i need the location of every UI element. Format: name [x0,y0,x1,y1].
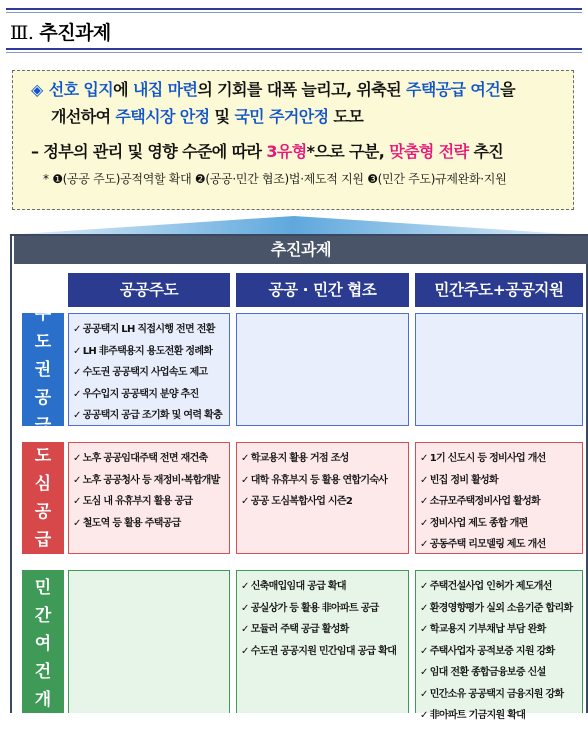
summary-line-2 [51,104,363,127]
row-label-char: 공 [34,502,52,522]
summary-phrase: 도모 [328,107,364,126]
diamond-bullet-icon: ◈ [31,80,43,99]
list-item: ✓ 모듈러 주택 공급 활성화 [241,619,404,641]
list-item: ✓ 공공 도심복합사업 시즌2 [241,491,404,513]
list-item: ✓ 주택건설사업 인허가 제도개선 [420,576,578,598]
row-label-capital-supply [22,303,64,436]
summary-phrase: 추진 [468,142,504,161]
cell-capital-public [68,313,230,426]
list-item: ✓ 1기 신도시 등 정비사업 개선 [420,448,578,470]
summary-phrase: 에 [113,80,133,99]
column-header-private: 민간주도+공공지원 [415,273,583,307]
list-item: ✓ 신축매입임대 공급 확대 [241,576,404,598]
row-label-private-conditions [22,570,64,738]
column-header-public-private: 공공 · 민간 협조 [236,273,409,307]
list-item: ✓ 대학 유휴부지 등 활용 연합기숙사 [241,470,404,492]
list-item: ✓ 노후 공공청사 등 재정비·복합개발 [73,470,225,492]
summary-phrase: 내집 마련 [132,80,198,99]
summary-phrase: 선호 입지 [48,80,114,99]
summary-footnote: * ❶(공공 주도)공적역할 확대 ❷(공공·민간 협조)법·제도적 지원 ❸(민간 주도)규제완화·지원 [43,172,507,186]
section-title-text: 추진과제 [39,22,111,44]
summary-phrase: 의 기회를 대폭 늘리고, 위축된 [197,80,406,99]
tasks-banner: 추진과제 [14,236,588,264]
list-item: ✓ 도심 내 유휴부지 활용 공급 [73,491,225,513]
row-label-char: 급 [34,530,52,550]
summary-phrase: 및 [209,107,235,126]
page-title [10,18,111,45]
header-top-thin-rule [6,12,582,13]
cell-private-public [68,570,230,713]
summary-phrase: *으로 구분, [306,142,390,161]
row-label-char: 민 [34,578,52,598]
row-label-char: 심 [34,474,52,494]
row-label-urban-supply [22,442,64,554]
list-item: ✓ 공동주택 리모델링 제도 개선 [420,534,578,556]
row-label-char: 수 [34,303,52,324]
cell-urban-public-private [236,442,409,554]
list-item: ✓ 공공택지 LH 직접시행 전면 전환 [73,319,225,341]
list-item: ✓ 학교용지 기부채납 부담 완화 [420,619,578,641]
summary-phrase: 을 [500,80,515,99]
column-header-public: 공공주도 [68,273,230,307]
summary-box [12,70,574,210]
cell-private-public-private [236,570,409,713]
upward-arrow-icon [0,214,588,234]
summary-line-3 [31,139,503,162]
summary-phrase: 국민 주거안정 [234,107,329,126]
row-label-char: 선 [34,718,52,738]
list-item: ✓ 민간소유 공공택지 금융지원 강화 [420,684,578,706]
list-item: ✓ 빈집 정비 활성화 [420,470,578,492]
row-label-char: 건 [34,662,52,682]
list-item: ✓ 수도권 공공택지 사업속도 제고 [73,362,225,384]
row-label-char: 도 [34,331,52,352]
header-bottom-rule [6,48,582,50]
list-item: ✓ 환경영향평가 실외 소음기준 합리화 [420,598,578,620]
summary-phrase: 주택시장 안정 [115,107,210,126]
list-item: ✓ 공공택지 공급 조기화 및 여력 확충 [73,405,225,427]
cell-capital-private [415,313,583,426]
list-item: ✓ 非아파트 기금지원 확대 [420,705,578,727]
summary-phrase: 개선하여 [51,107,116,126]
list-item: ✓ 철도역 등 활용 주택공급 [73,513,225,535]
row-label-char: 개 [34,690,52,710]
row-label-char: 여 [34,634,52,654]
row-label-char: 급 [34,415,52,436]
list-item: ✓ 학교용지 활용 거점 조성 [241,448,404,470]
cell-urban-public [68,442,230,554]
cell-capital-public-private [236,313,409,426]
row-label-char: 공 [34,387,52,408]
summary-line-1 [31,77,515,100]
list-item: ✓ 임대 전환 종합금융보증 신설 [420,662,578,684]
summary-phrase: 주택공급 여건 [405,80,501,99]
list-item: ✓ 노후 공공임대주택 전면 재건축 [73,448,225,470]
list-item: ✓ 수도권 공공지원 민간임대 공급 확대 [241,641,404,663]
list-item: ✓ 주택사업자 공적보증 지원 강화 [420,641,578,663]
row-label-char: 간 [34,606,52,626]
summary-phrase: 3유형 [266,142,307,161]
summary-phrase: 맞춤형 전략 [389,142,469,161]
header-bottom-thin-rule [6,52,582,53]
list-item: ✓ 공실상가 등 활용 非아파트 공급 [241,598,404,620]
list-item: ✓ LH 非주택용지 용도전환 정례화 [73,341,225,363]
header-top-rule [6,8,582,10]
row-label-char: 권 [34,359,52,380]
list-item: ✓ 우수입지 공공택지 분양 추진 [73,384,225,406]
summary-phrase: – 정부의 관리 및 영향 수준에 따라 [31,142,267,161]
section-number: Ⅲ. [10,22,34,44]
cell-urban-private [415,442,583,554]
list-item: ✓ 정비사업 제도 종합 개편 [420,513,578,535]
row-label-char: 도 [34,446,52,466]
list-item: ✓ 소규모주택정비사업 활성화 [420,491,578,513]
cell-private-private [415,570,583,721]
